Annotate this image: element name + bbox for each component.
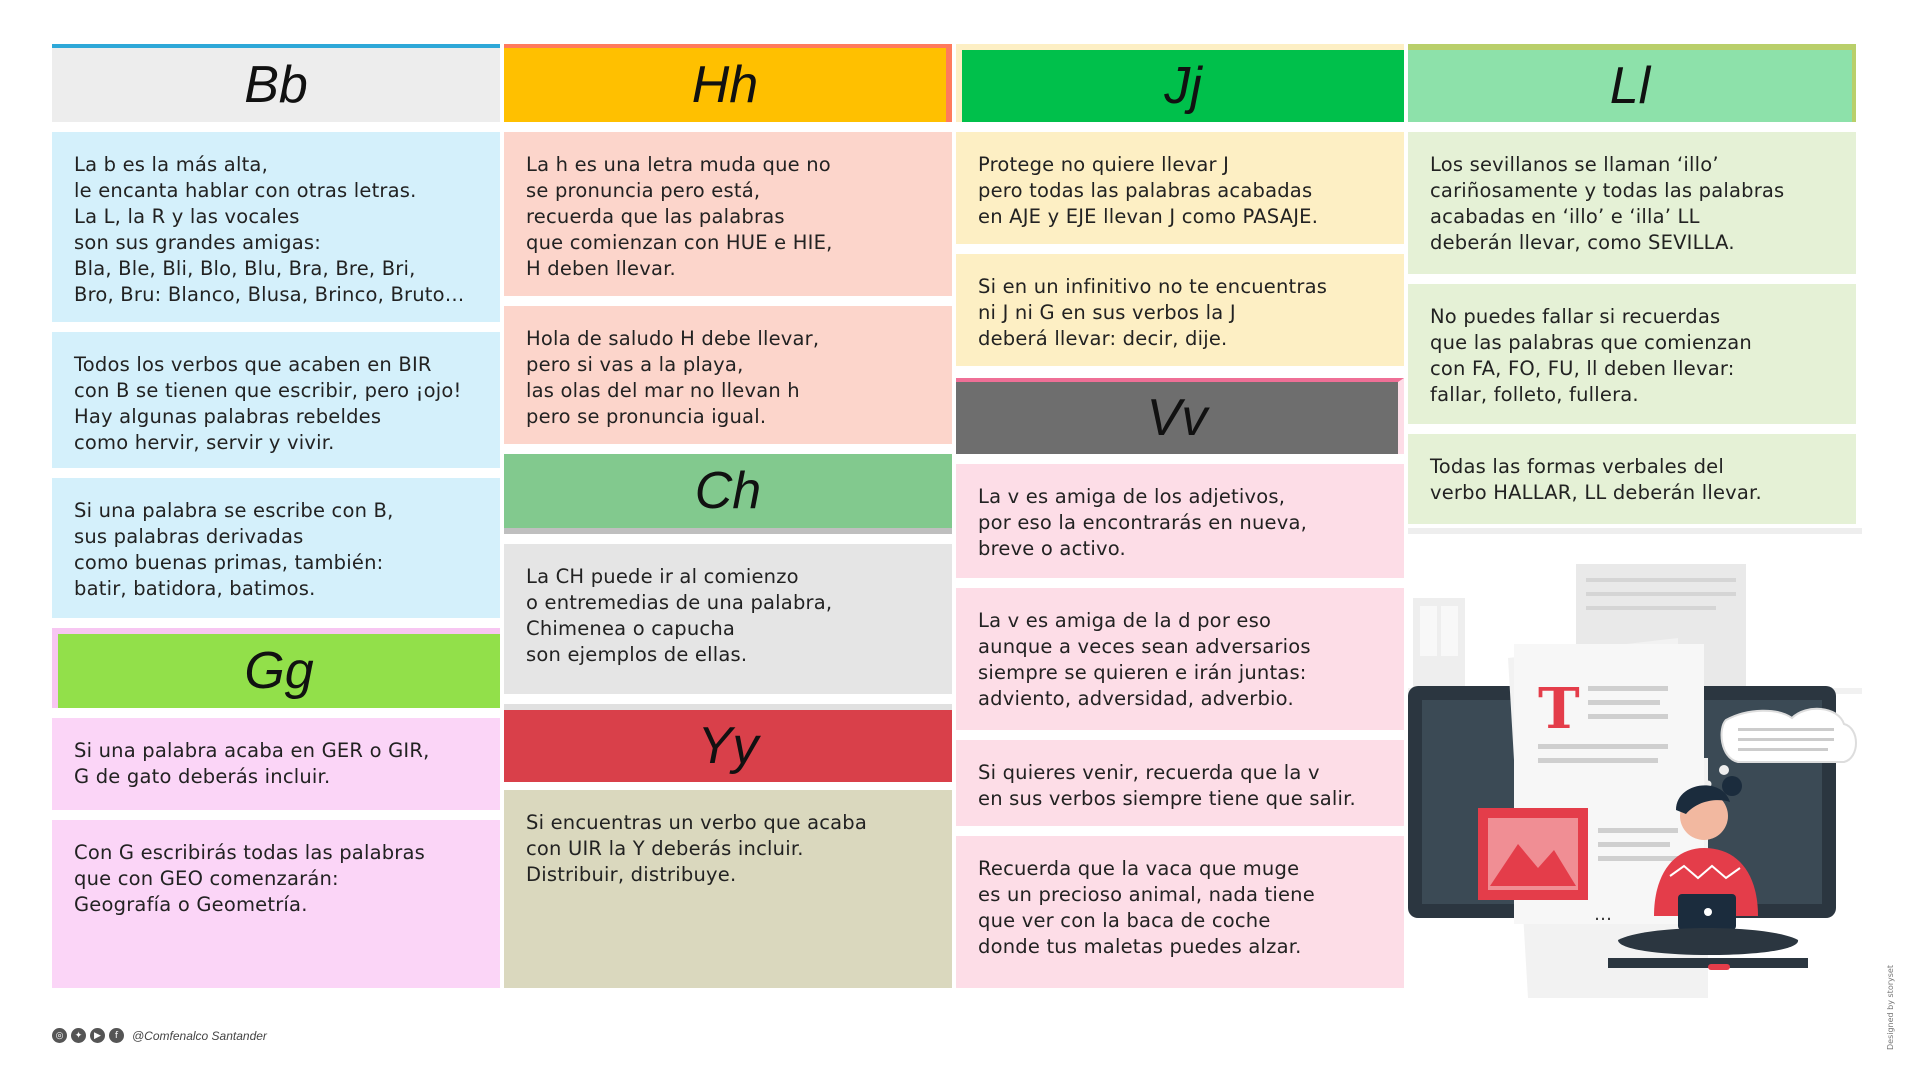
hh-rule-1: La h es una letra muda que no se pronuncia pero está, recuerda que las palabras que comienzan con HUE e HIE, H deben llevar. <box>504 132 952 296</box>
hh-rule-2: Hola de saludo H debe llevar, pero si vas a la playa, las olas del mar no llevan h pero se pronuncia igual. <box>504 306 952 444</box>
ll-header: Ll <box>1408 44 1856 122</box>
instagram-icon[interactable]: ◎ <box>52 1028 67 1043</box>
illustration-credit: Designed by storyset <box>1886 965 1895 1050</box>
ll-rule-3: Todas las formas verbales del verbo HALLAR, LL deberán llevar. <box>1408 434 1856 524</box>
footer-handle: @Comfenalco Santander <box>132 1028 267 1043</box>
vv-rule-3: Si quieres venir, recuerda que la v en sus verbos siempre tiene que salir. <box>956 740 1404 826</box>
vv-rule-4: Recuerda que la vaca que muge es un precioso animal, nada tiene que ver con la baca de coche donde tus maletas puedes alzar. <box>956 836 1404 988</box>
svg-text:…: … <box>1594 904 1612 925</box>
twitter-icon[interactable]: ✦ <box>71 1028 86 1043</box>
bb-rule-1: La b es la más alta, le encanta hablar con otras letras. La L, la R y las vocales son sus grandes amigas: Bla, Ble, Bli, Blo, Blu, Bra, Bre, Bri, Bro, Bru: Blanco, Blusa, Brinco, Bruto… <box>52 132 500 322</box>
ll-rule-2: No puedes fallar si recuerdas que las palabras que comienzan con FA, FO, FU, ll deben llevar: fallar, folleto, fullera. <box>1408 284 1856 424</box>
jj-rule-2: Si en un infinitivo no te encuentras ni J ni G en sus verbos la J deberá llevar: decir, dije. <box>956 254 1404 366</box>
illustration-top-bar <box>1408 528 1862 534</box>
jj-header: Jj <box>956 44 1404 122</box>
vv-rule-2: La v es amiga de la d por eso aunque a veces sean adversarios siempre se quieren e irán juntas: adviento, adversidad, adverbio. <box>956 588 1404 730</box>
facebook-icon[interactable]: f <box>109 1028 124 1043</box>
yy-rule-1: Si encuentras un verbo que acaba con UIR la Y deberás incluir. Distribuir, distribuye. <box>504 790 952 988</box>
thought-cloud <box>1722 709 1856 762</box>
hh-header: Hh <box>504 44 952 122</box>
gg-header: Gg <box>52 628 500 708</box>
ll-rule-1: Los sevillanos se llaman ‘illo’ cariñosamente y todas las palabras acabadas en ‘illo’ e ‘illa’ LL deberán llevar, como SEVILLA. <box>1408 132 1856 274</box>
bb-rule-2: Todos los verbos que acaben en BIR con B se tienen que escribir, pero ¡ojo! Hay algunas palabras rebeldes como hervir, servir y vivir. <box>52 332 500 468</box>
youtube-icon[interactable]: ▶ <box>90 1028 105 1043</box>
vv-header: Vv <box>956 378 1404 454</box>
gg-rule-2: Con G escribirás todas las palabras que con GEO comenzarán: Geografía o Geometría. <box>52 820 500 988</box>
ch-header: Ch <box>504 454 952 534</box>
doc-letter-t: T <box>1538 676 1580 742</box>
jj-rule-1: Protege no quiere llevar J pero todas las palabras acabadas en AJE y EJE llevan J como PASAJE. <box>956 132 1404 244</box>
bb-rule-3: Si una palabra se escribe con B, sus palabras derivadas como buenas primas, también: batir, batidora, batimos. <box>52 478 500 618</box>
gg-rule-1: Si una palabra acaba en GER o GIR, G de gato deberás incluir. <box>52 718 500 810</box>
writer-illustration <box>1408 528 1870 998</box>
ch-rule-1: La CH puede ir al comienzo o entremedias de una palabra, Chimenea o capucha son ejemplos de ellas. <box>504 544 952 694</box>
bb-header: Bb <box>52 44 500 122</box>
social-footer <box>52 1028 267 1043</box>
vv-rule-1: La v es amiga de los adjetivos, por eso la encontrarás en nueva, breve o activo. <box>956 464 1404 578</box>
yy-header: Yy <box>504 704 952 782</box>
